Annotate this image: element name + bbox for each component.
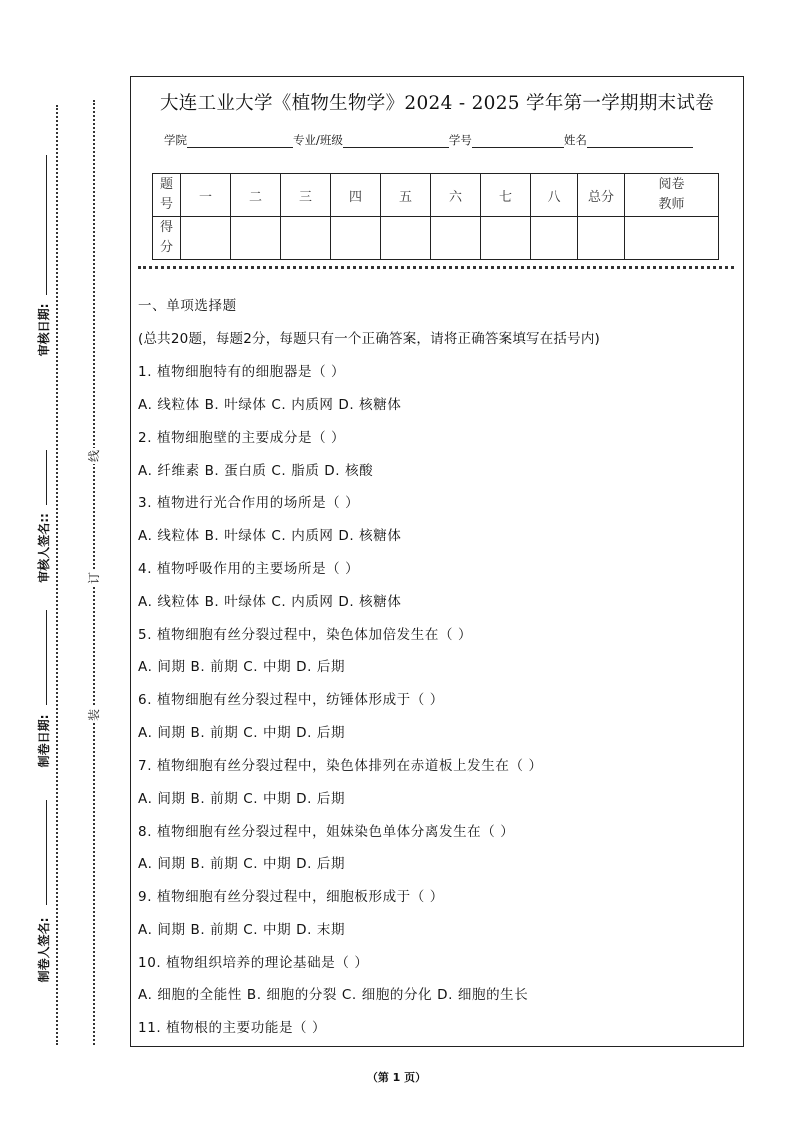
options-line: A. 线粒体 B. 叶绿体 C. 内质网 D. 核糖体 <box>138 528 402 544</box>
score-table <box>152 173 719 260</box>
question-line: 8. 植物细胞有丝分裂过程中，姐妹染色单体分离发生在（ ） <box>138 824 515 840</box>
options-line: A. 间期 B. 前期 C. 中期 D. 后期 <box>138 659 346 675</box>
question-line: 3. 植物进行光合作用的场所是（ ） <box>138 495 360 511</box>
section-divider <box>138 266 734 269</box>
score-cell[interactable] <box>481 217 531 260</box>
binding-char-zhuang: 装 <box>87 709 101 722</box>
score-cell[interactable] <box>281 217 331 260</box>
exam-title: 大连工业大学《植物生物学》2024 - 2025 学年第一学期期末试卷 <box>159 93 715 114</box>
score-cell[interactable] <box>625 217 719 260</box>
student-id-label: 学号 <box>448 133 472 147</box>
score-col-teacher: 阅卷 教师 <box>625 174 719 217</box>
question-line: 1. 植物细胞特有的细胞器是（ ） <box>138 364 346 380</box>
reviewer-sign-line <box>46 450 47 505</box>
score-cell[interactable] <box>531 217 578 260</box>
question-line: 4. 植物呼吸作用的主要场所是（ ） <box>138 561 360 577</box>
score-row-label: 得 分 <box>153 217 181 260</box>
name-label: 姓名 <box>563 133 587 147</box>
score-col-3: 三 <box>281 174 331 217</box>
question-line: 9. 植物细胞有丝分裂过程中，细胞板形成于（ ） <box>138 889 444 905</box>
score-col-5: 五 <box>381 174 431 217</box>
student-info-row <box>164 132 693 148</box>
options-line: A. 细胞的全能性 B. 细胞的分裂 C. 细胞的分化 D. 细胞的生长 <box>138 987 529 1003</box>
question-line: 5. 植物细胞有丝分裂过程中，染色体加倍发生在（ ） <box>138 627 473 643</box>
score-col-total: 总分 <box>578 174 625 217</box>
question-line: 10. 植物组织培养的理论基础是（ ） <box>138 955 369 971</box>
score-cell[interactable] <box>231 217 281 260</box>
major-field[interactable] <box>343 135 449 148</box>
options-line: A. 线粒体 B. 叶绿体 C. 内质网 D. 核糖体 <box>138 594 402 610</box>
score-col-2: 二 <box>231 174 281 217</box>
college-label: 学院 <box>164 133 187 147</box>
maker-date-label: 制卷日期: <box>37 714 51 768</box>
college-field[interactable] <box>187 135 293 148</box>
score-col-4: 四 <box>331 174 381 217</box>
options-line: A. 纤维素 B. 蛋白质 C. 脂质 D. 核酸 <box>138 463 374 479</box>
score-col-1: 一 <box>181 174 231 217</box>
score-cell[interactable] <box>381 217 431 260</box>
question-line: 11. 植物根的主要功能是（ ） <box>138 1020 327 1036</box>
review-date-line <box>46 155 47 295</box>
question-line: 6. 植物细胞有丝分裂过程中，纺锤体形成于（ ） <box>138 692 444 708</box>
score-cell[interactable] <box>181 217 231 260</box>
options-line: A. 线粒体 B. 叶绿体 C. 内质网 D. 核糖体 <box>138 397 402 413</box>
maker-date-line <box>46 610 47 705</box>
binding-dotted-line-left <box>56 105 58 1045</box>
page-number: （第 1 页） <box>366 1071 427 1084</box>
score-col-6: 六 <box>431 174 481 217</box>
section-instructions: (总共20题，每题2分，每题只有一个正确答案，请将正确答案填写在括号内) <box>138 331 600 347</box>
options-line: A. 间期 B. 前期 C. 中期 D. 后期 <box>138 791 346 807</box>
maker-sign-label: 制卷人签名: <box>37 917 51 983</box>
binding-char-ding: 订 <box>87 572 101 585</box>
score-header-label: 题 号 <box>153 174 181 217</box>
score-col-7: 七 <box>481 174 531 217</box>
score-cell[interactable] <box>431 217 481 260</box>
reviewer-sign-label: 审核人签名:: <box>37 513 51 583</box>
question-line: 2. 植物细胞壁的主要成分是（ ） <box>138 430 346 446</box>
major-label: 专业/班级 <box>293 133 343 147</box>
options-line: A. 间期 B. 前期 C. 中期 D. 后期 <box>138 725 346 741</box>
score-col-8: 八 <box>531 174 578 217</box>
score-cell[interactable] <box>578 217 625 260</box>
student-id-field[interactable] <box>472 135 564 148</box>
binding-char-xian: 线 <box>87 450 101 463</box>
review-date-label: 审核日期: <box>37 303 51 357</box>
options-line: A. 间期 B. 前期 C. 中期 D. 末期 <box>138 922 346 938</box>
score-cell[interactable] <box>331 217 381 260</box>
maker-sign-line <box>46 800 47 905</box>
section-heading: 一、单项选择题 <box>138 298 237 314</box>
name-field[interactable] <box>587 135 693 148</box>
options-line: A. 间期 B. 前期 C. 中期 D. 后期 <box>138 856 346 872</box>
exam-frame <box>130 76 744 1047</box>
question-line: 7. 植物细胞有丝分裂过程中，染色体排列在赤道板上发生在（ ） <box>138 758 543 774</box>
